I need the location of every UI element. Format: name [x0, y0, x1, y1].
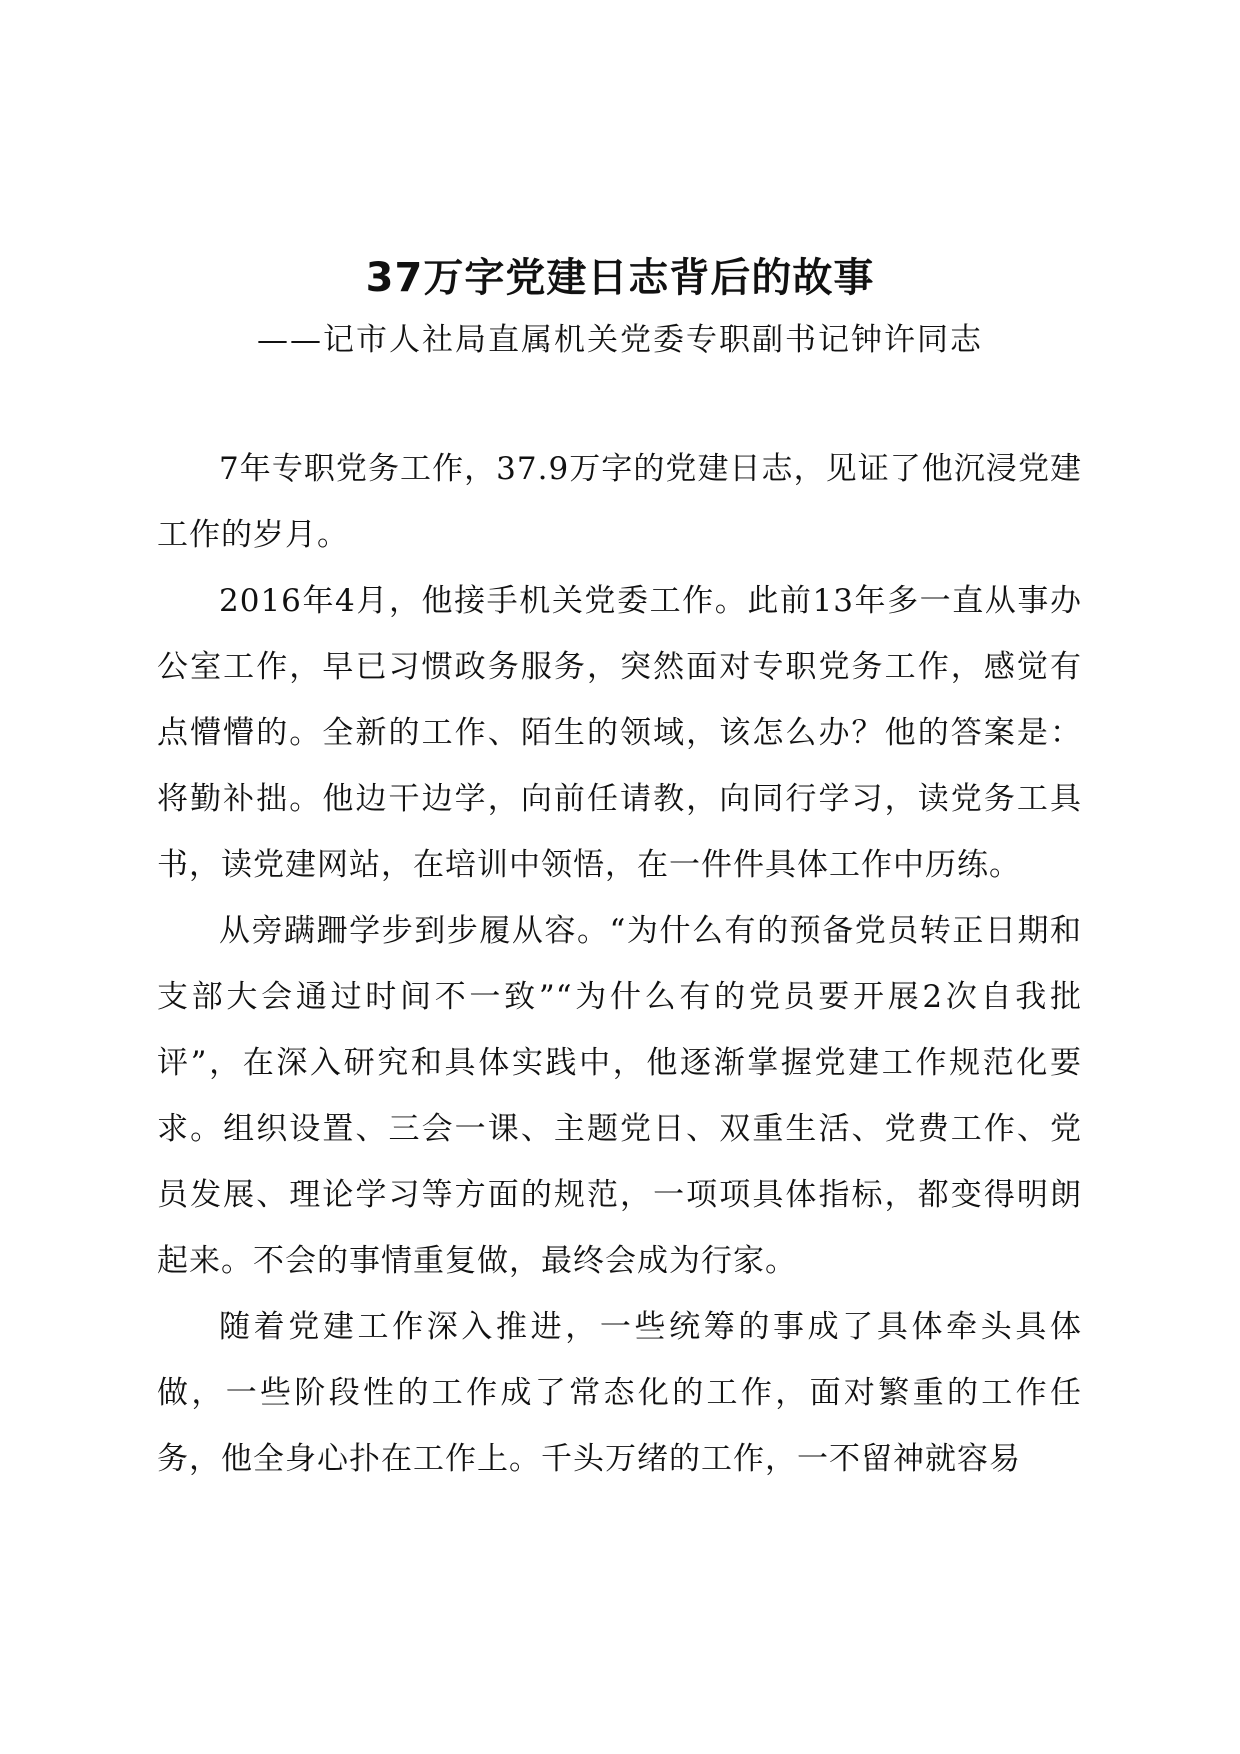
paragraph: 随着党建工作深入推进，一些统筹的事成了具体牵头具体做，一些阶段性的工作成了常态化的工作，面对繁重的工作任务，他全身心扑在工作上。千头万绪的工作，一不留神就容易: [157, 1309, 1082, 1477]
document-title: 37万字党建日志背后的故事: [365, 255, 875, 301]
paragraph: 2016年4月，他接手机关党委工作。此前13年多一直从事办公室工作，早已习惯政务服务，突然面对专职党务工作，感觉有点懵懵的。全新的工作、陌生的领域，该怎么办？他的答案是：将勤补拙。他边干边学，向前任请教，向同行学习，读党务工具书，读党建网站，在培训中领悟，在一件件具体工作中历练。: [157, 583, 1082, 883]
document-subtitle: ——记市人社局直属机关党委专职副书记钟许同志: [257, 322, 983, 358]
document-body: [157, 436, 1082, 1492]
paragraph: 从旁蹒跚学步到步履从容。“为什么有的预备党员转正日期和支部大会通过时间不一致”“为什么有的党员要开展2次自我批评”，在深入研究和具体实践中，他逐渐掌握党建工作规范化要求。组织设置、三会一课、主题党日、双重生活、党费工作、党员发展、理论学习等方面的规范，一项项具体指标，都变得明朗起来。不会的事情重复做，最终会成为行家。: [157, 913, 1082, 1279]
paragraph: 7年专职党务工作，37.9万字的党建日志，见证了他沉浸党建工作的岁月。: [157, 451, 1082, 553]
